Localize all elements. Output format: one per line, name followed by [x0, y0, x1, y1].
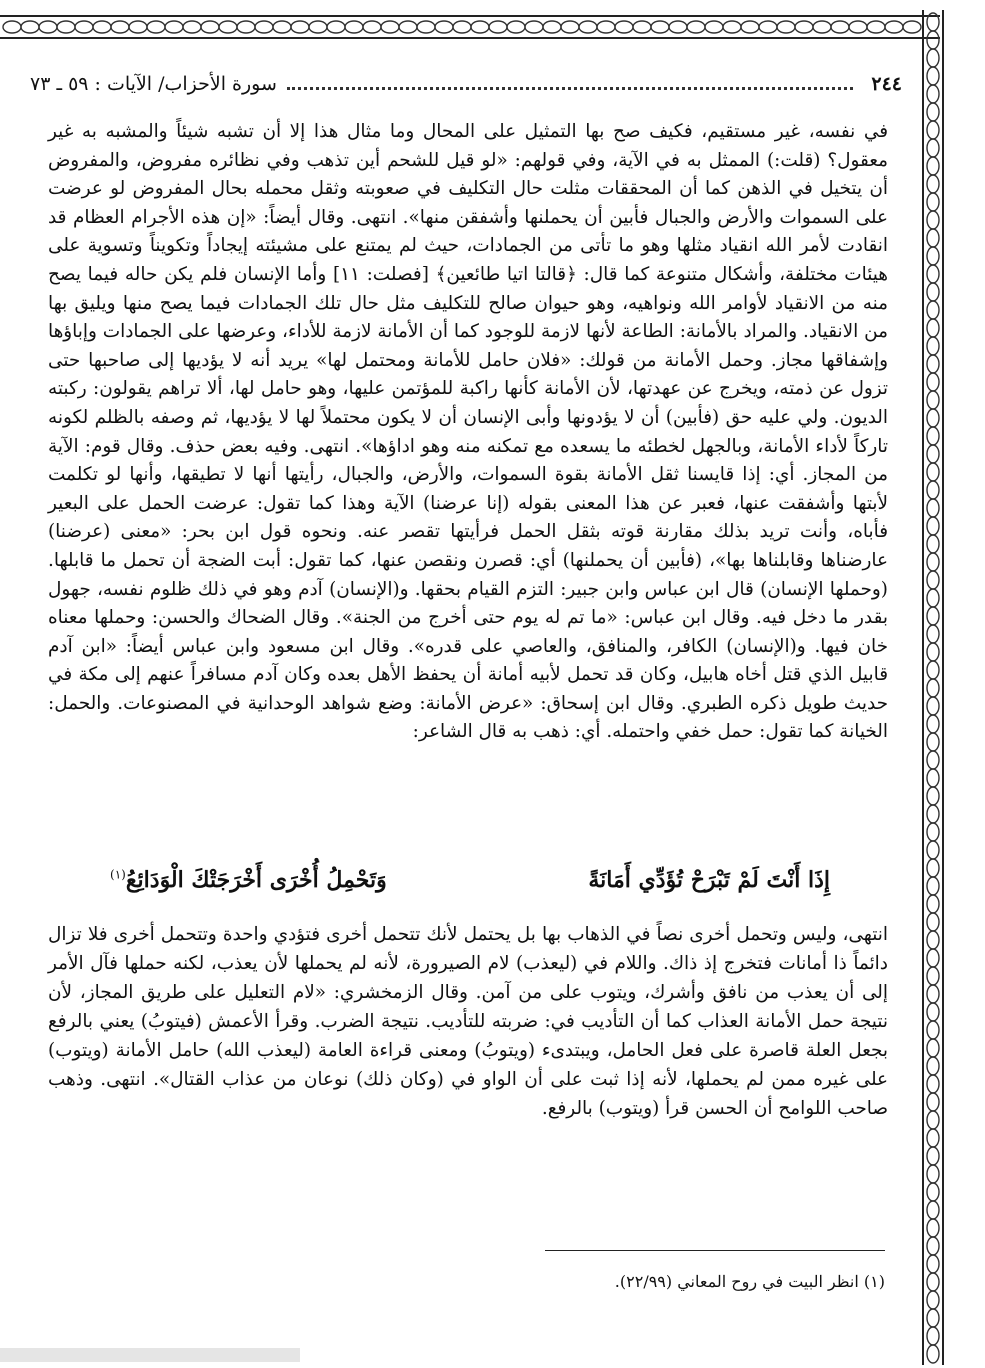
verse-second-hemistich: وَتَحْمِلُ أُخْرَى أَخْرَجَتْكَ الْوَدَائِعُ — [125, 867, 387, 893]
ornamental-border-right — [920, 10, 946, 1365]
main-text-block — [48, 118, 888, 747]
verse-first-hemistich: إِذَا أَنْتَ لَمْ تَبْرَحْ تُؤَدِّي أَمَانَةً — [588, 867, 830, 893]
main-text-block-2 — [48, 920, 888, 1123]
header-dot-leader — [287, 87, 853, 90]
verse-second-hemistich-wrap — [110, 867, 387, 893]
poetry-verse — [110, 858, 830, 902]
page-number: ٢٤٤ — [871, 73, 902, 95]
running-title: سورة الأحزاب/ الآيات : ٥٩ ـ ٧٣ — [30, 73, 277, 95]
paragraph-1: في نفسه، غير مستقيم، فكيف صح بها التمثيل على المحال وما مثال هذا إلا أن تشبه شيئاً والمشبه به غير معقول؟ (قلت:) الممثل به في الآية، وفي قولهم: «لو قيل للشحم أين تذهب وفي نظائره مفروض، والمفروض أن يتخيل في الذهن كما أن المحققات مثلت حال التكليف في صعوبته وثقل محمله بحال المفروض لو عرضت على السموات والأرض والجبال فأبين أن يحملنها وأشفقن منها». انتهى. وقال أيضاً: «إن هذه الأجرام العظام قد انقادت لأمر الله انقياد مثلها وهو ما تأتى من الجمادات، حيث لم يمتنع على مشيئته إيجاداً وتكويناً وتسوية على هيئات مختلفة، وأشكال متنوعة كما قال: ﴿قالتا اتيا طائعين﴾ [فصلت: ١١] وأما الإنسان فلم يكن حاله فيما يصح منه من الانقياد لأوامر الله ونواهيه، وهو حيوان صالح للتكليف مثل حال تلك الجمادات فيما يصح منها ويليق بها من الانقياد. والمراد بالأمانة: الطاعة لأنها لازمة للوجود كما أن الأمانة لازمة للأداء، وعرضها على الجمادات وإباؤها وإشفاقها مجاز. وحمل الأمانة من قولك: «فلان حامل للأمانة ومحتمل لها» يريد أنه لا يؤديها إلى صاحبها حتى تزول عن ذمته، ويخرج عن عهدتها، لأن الأمانة كأنها راكبة للمؤتمن عليها، وهو حامل لها، ألا تراهم يقولون: ركبته الديون. ولي عليه حق (فأبين) أن لا يؤدونها وأبى الإنسان أن لا يكون محتملاً لها لا يؤديها، ثم وصفه بالظلم لكونه تاركاً لأداء الأمانة، وبالجهل لخطئه ما يسعده مع تمكنه منه وهو اداؤها». انتهى. وفيه بعض حذف. وقال قوم: الآية من المجاز. أي: إذا قايسنا ثقل الأمانة بقوة السموات، والأرض، والجبال، رأيتها أنها لا تطيقها، وأنها لو تكلمت لأبتها وأشفقت عنها، فعبر عن هذا المعنى بقوله (إنا عرضنا) الآية وهذا كما تقول: عرضت الحمل على البعير فأباه، وأنت تريد بذلك مقارنة قوته بثقل الحمل فرأيتها تقصر عنه. ونحوه قول ابن بحر: «معنى (عرضنا) عارضناها وقابلناها بها»، (فأبين أن يحملنها) أي: قصرن ونقصن عنها، كما تقول: أبت الضجة أن تحمل ما قابلها. (وحملها الإنسان) قال ابن عباس وابن جبير: التزم القيام بحقها. و(الإنسان) آدم وهو في ذلك ظلوم نفسه، جهول بقدر ما دخل فيه. وقال ابن عباس: «ما تم له يوم حتى أخرج من الجنة». وقال الضحاك والحسن: وحملها معناه خان فيها. و(الإنسان) الكافر، والمنافق، والعاصي على قدره». وقال ابن مسعود وابن عباس أيضاً: «ابن آدم قابيل الذي قتل أخاه هابيل، وكان قد تحمل لأبيه أمانة أن يحفظ الأهل بعده وكان آدم مسافراً عنهم إلى مكة في حديث طويل ذكره الطبري. وقال ابن إسحاق: «عرض الأمانة: وضع شواهد الوحدانية في المصنوعات. والحمل: الخيانة كما تقول: حمل خفي واحتمله. أي: ذهب به قال الشاعر: — [48, 121, 888, 743]
verse-footnote-mark: (١) — [110, 867, 126, 882]
page-header — [30, 66, 902, 102]
footnote-separator — [545, 1250, 885, 1251]
ornamental-border-top — [0, 10, 940, 44]
paragraph-2: انتهى، وليس وتحمل أخرى نصاً في الذهاب بها بل يحتمل لأنك تتحمل أخرى فتؤدي واحدة وتتحمل أخرى فلا تزال دائماً ذا أمانات فتخرج إذ ذاك. واللام في (ليعذب) لام الصيرورة، لأنه لم يحملها لأن يعذب، لكنه حملها فآل الأمر إلى أن يعذب من نافق وأشرك، ويتوب على من آمن. وقال الزمخشري: «لام التعليل على طريق المجاز، لأن نتيجة حمل الأمانة العذاب كما أن التأديب في: ضربته للتأديب. نتيجة الضرب. وقرأ الأعمش (فيتوبُ) يعني بالرفع بجعل العلة قاصرة على فعل الحامل، ويبتدىء (ويتوبُ) ومعنى قراءة العامة (ليعذب الله) حامل الأمانة (ويتوب) على غيره ممن لم يحملها، لأنه إذا ثبت على أن الواو في (وكان ذلك) نوعان من عذاب القتال». انتهى. وذهب صاحب اللوامح أن الحسن قرأ (ويتوب) بالرفع. — [48, 924, 889, 1119]
scan-artifact — [0, 1340, 300, 1368]
footnote: (١) انظر البيت في روح المعاني (٢٢/٩٩). — [614, 1272, 885, 1291]
